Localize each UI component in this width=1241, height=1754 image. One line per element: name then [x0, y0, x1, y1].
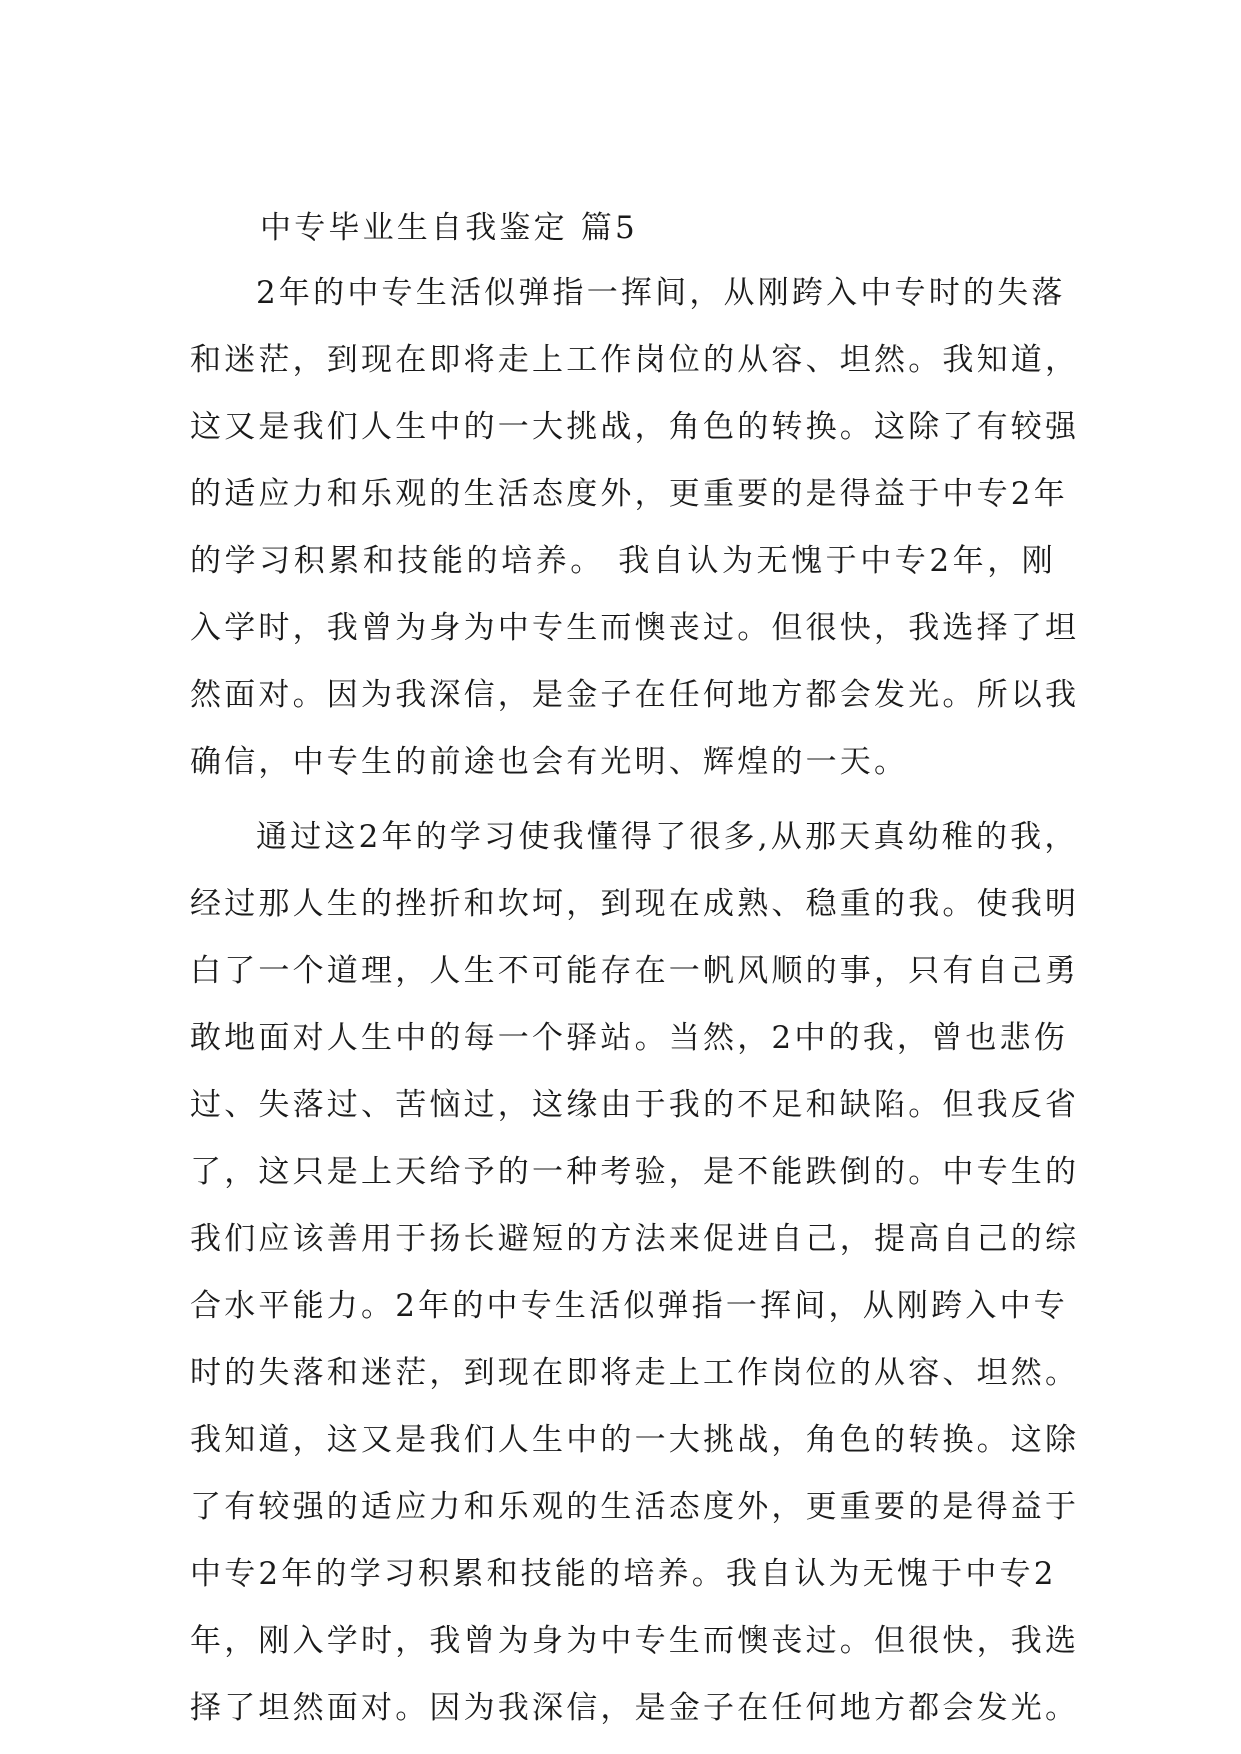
paragraph-line: 了有较强的适应力和乐观的生活态度外，更重要的是得益于 [190, 1489, 1080, 1525]
paragraph-line: 的适应力和乐观的生活态度外，更重要的是得益于中专2年 [190, 476, 1068, 512]
paragraph-line: 择了坦然面对。因为我深信，是金子在任何地方都会发光。 [190, 1690, 1080, 1726]
paragraph-line: 敢地面对人生中的每一个驿站。当然，2中的我，曾也悲伤 [190, 1020, 1068, 1056]
paragraph-line: 我知道，这又是我们人生中的一大挑战，角色的转换。这除 [190, 1422, 1080, 1458]
paragraph-1 [190, 260, 1080, 796]
paragraph-line: 合水平能力。2年的中专生活似弹指一挥间，从刚跨入中专 [190, 1288, 1068, 1324]
document-body [190, 196, 1080, 1742]
paragraph-line: 经过那人生的挫折和坎坷，到现在成熟、稳重的我。使我明 [190, 886, 1080, 922]
paragraph-line: 确信，中专生的前途也会有光明、辉煌的一天。 [190, 744, 909, 780]
paragraph-line: 了，这只是上天给予的一种考验，是不能跌倒的。中专生的 [190, 1154, 1080, 1190]
paragraph-line: 我们应该善用于扬长避短的方法来促进自己，提高自己的综 [190, 1221, 1080, 1257]
paragraph-line: 中专2年的学习积累和技能的培养。我自认为无愧于中专2 [190, 1556, 1057, 1592]
paragraph-line: 白了一个道理，人生不可能存在一帆风顺的事，只有自己勇 [190, 953, 1080, 989]
paragraph-line: 过、失落过、苦恼过，这缘由于我的不足和缺陷。但我反省 [190, 1087, 1080, 1123]
document-title: 中专毕业生自我鉴定 篇5 [260, 210, 638, 246]
paragraph-line: 年，刚入学时，我曾为身为中专生而懊丧过。但很快，我选 [190, 1623, 1080, 1659]
paragraph-line: 入学时，我曾为身为中专生而懊丧过。但很快，我选择了坦 [190, 610, 1080, 646]
paragraph-2 [190, 804, 1080, 1742]
paragraph-line: 然面对。因为我深信，是金子在任何地方都会发光。所以我 [190, 677, 1080, 713]
paragraph-line: 的学习积累和技能的培养。 我自认为无愧于中专2年，刚 [190, 543, 1056, 579]
paragraph-line: 和迷茫，到现在即将走上工作岗位的从容、坦然。我知道， [190, 342, 1080, 378]
paragraph-line: 2年的中专生活似弹指一挥间，从刚跨入中专时的失落 [256, 275, 1066, 311]
paragraph-line: 时的失落和迷茫，到现在即将走上工作岗位的从容、坦然。 [190, 1355, 1080, 1391]
paragraph-line: 通过这2年的学习使我懂得了很多,从那天真幼稚的我， [256, 819, 1079, 855]
paragraph-line: 这又是我们人生中的一大挑战，角色的转换。这除了有较强 [190, 409, 1080, 445]
